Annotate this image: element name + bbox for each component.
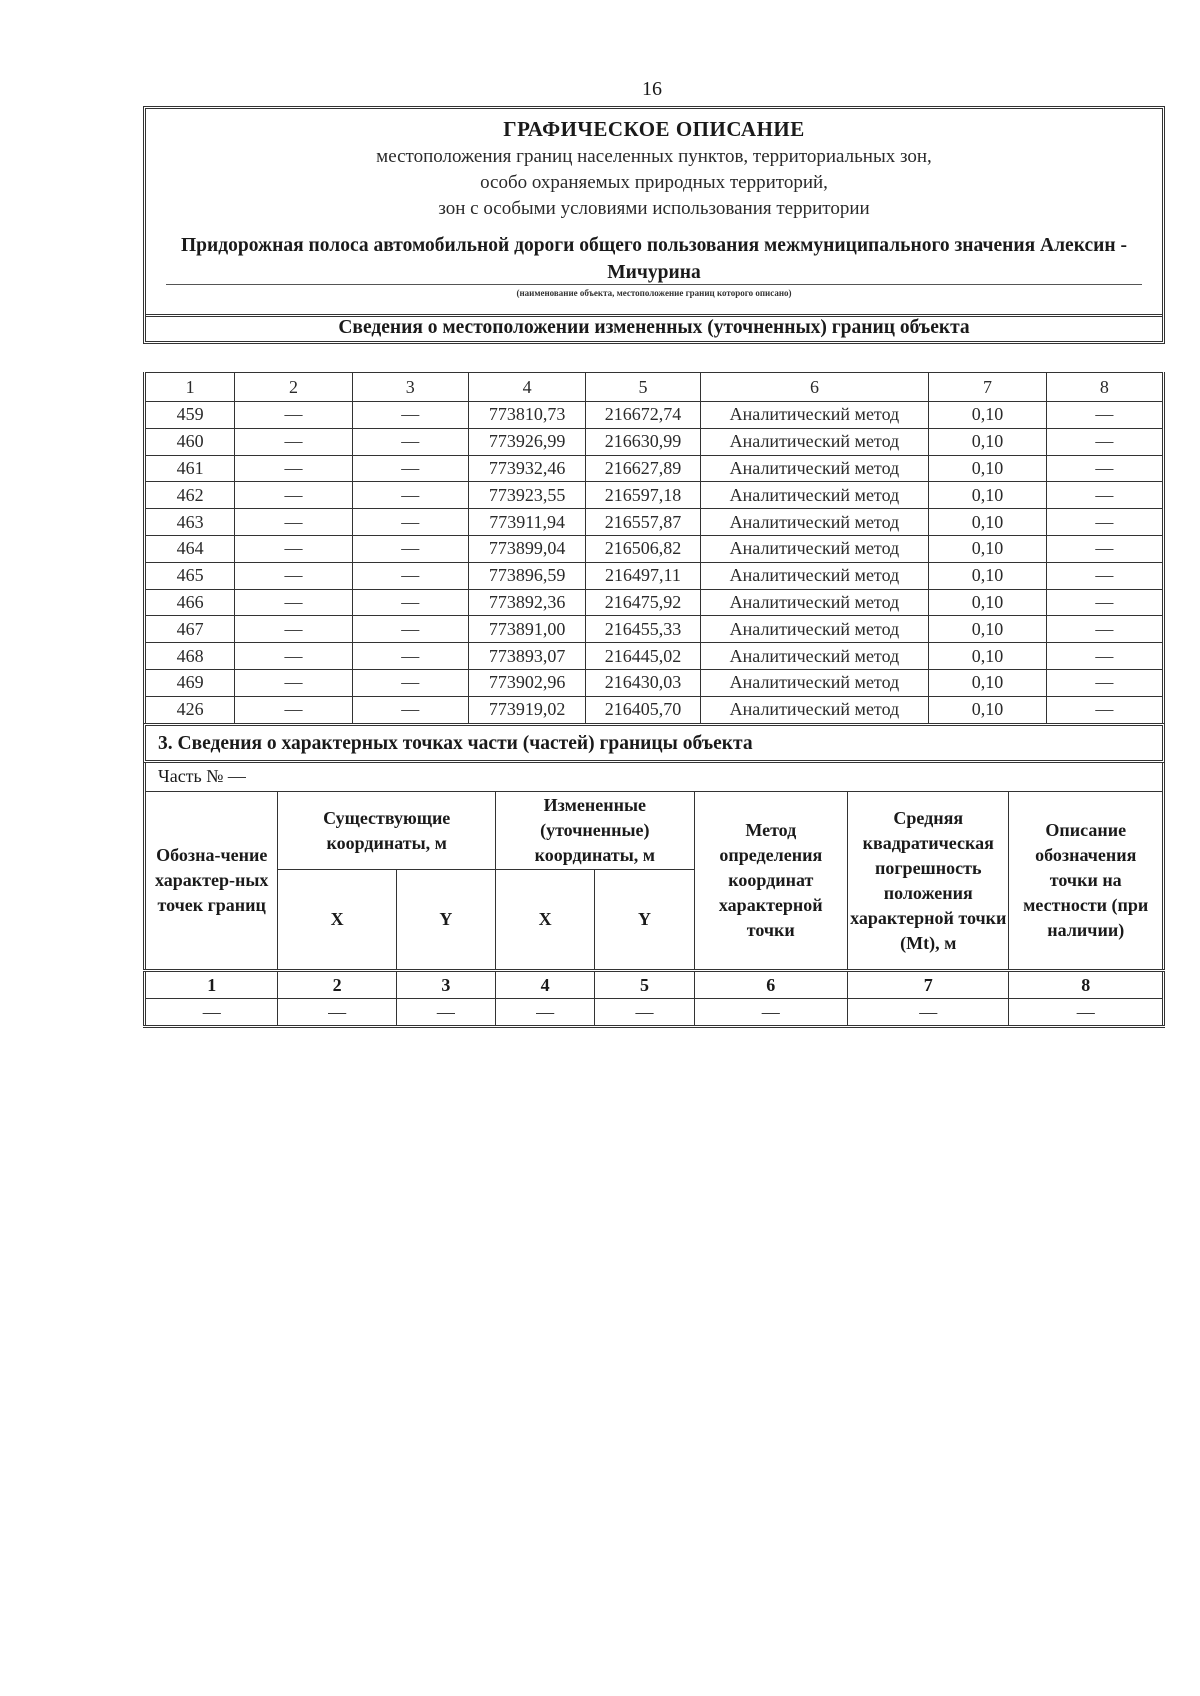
table-cell: Аналитический метод — [700, 562, 929, 589]
table-cell: 216475,92 — [586, 589, 700, 616]
table-cell: 0,10 — [929, 696, 1046, 723]
table-cell: 216557,87 — [586, 509, 700, 536]
table-cell: — — [352, 616, 468, 643]
table-cell: Аналитический метод — [700, 402, 929, 429]
table-cell: 216597,18 — [586, 482, 700, 509]
table-cell: 773896,59 — [468, 562, 585, 589]
table-cell: — — [1046, 562, 1163, 589]
section3-table — [143, 791, 1165, 1028]
table-cell: — — [1046, 535, 1163, 562]
table-cell: 773926,99 — [468, 428, 585, 455]
table-cell: 0,10 — [929, 482, 1046, 509]
table-cell: Аналитический метод — [700, 428, 929, 455]
table-cell: — — [235, 428, 352, 455]
table-cell: 463 — [145, 509, 235, 536]
table-row — [145, 535, 1164, 562]
table-cell: — — [1046, 643, 1163, 670]
table-cell: 466 — [145, 589, 235, 616]
table-cell: Аналитический метод — [700, 455, 929, 482]
table-cell: 216497,11 — [586, 562, 700, 589]
table-cell: 0,10 — [929, 535, 1046, 562]
column-number-row — [145, 971, 1164, 999]
table-cell: — — [235, 643, 352, 670]
header-designation: Обозна-чение характер-ных точек границ — [145, 792, 278, 971]
table-cell: — — [496, 999, 595, 1027]
table-cell: — — [1009, 999, 1164, 1027]
column-number: 8 — [1046, 373, 1163, 402]
table-cell: — — [235, 402, 352, 429]
table-cell: — — [1046, 696, 1163, 723]
table-cell: 0,10 — [929, 509, 1046, 536]
table-cell: 0,10 — [929, 589, 1046, 616]
table-cell: — — [1046, 402, 1163, 429]
table-cell: 773810,73 — [468, 402, 585, 429]
table-cell: 465 — [145, 562, 235, 589]
table-cell: 773892,36 — [468, 589, 585, 616]
table-cell: — — [235, 455, 352, 482]
table-cell: 0,10 — [929, 643, 1046, 670]
table-cell: — — [278, 999, 396, 1027]
table-cell: Аналитический метод — [700, 509, 929, 536]
table-cell: 773899,04 — [468, 535, 585, 562]
table-row — [145, 482, 1164, 509]
table-row — [145, 562, 1164, 589]
table-cell: — — [352, 402, 468, 429]
table-row — [145, 669, 1164, 696]
table-cell: — — [352, 428, 468, 455]
table-cell: — — [235, 535, 352, 562]
column-number: 3 — [396, 971, 495, 999]
header-rmse: Средняя квадратическая погрешность положения характерной точки (Mt), м — [848, 792, 1009, 971]
table-cell: 0,10 — [929, 402, 1046, 429]
table-cell: 216672,74 — [586, 402, 700, 429]
table-cell: 773932,46 — [468, 455, 585, 482]
part-label: Часть № — — [158, 766, 246, 786]
table-cell: — — [1046, 509, 1163, 536]
column-number: 1 — [145, 373, 235, 402]
table-cell: 0,10 — [929, 428, 1046, 455]
table-cell: — — [352, 562, 468, 589]
table-cell: 216506,82 — [586, 535, 700, 562]
table-row — [145, 455, 1164, 482]
column-number: 7 — [929, 373, 1046, 402]
table-cell: Аналитический метод — [700, 482, 929, 509]
table-header-row — [145, 373, 1164, 402]
coordinates-table — [143, 372, 1165, 724]
table-cell: 216430,03 — [586, 669, 700, 696]
column-number: 3 — [352, 373, 468, 402]
table-cell: Аналитический метод — [700, 643, 929, 670]
column-number: 8 — [1009, 971, 1164, 999]
table-cell: — — [352, 669, 468, 696]
table-cell: — — [595, 999, 694, 1027]
column-number: 6 — [700, 373, 929, 402]
table-cell: 468 — [145, 643, 235, 670]
table-cell: 0,10 — [929, 455, 1046, 482]
table-cell: — — [235, 696, 352, 723]
table-cell: — — [352, 589, 468, 616]
table-cell: — — [396, 999, 495, 1027]
document-title: ГРАФИЧЕСКОЕ ОПИСАНИЕ — [503, 117, 805, 141]
table-row — [145, 402, 1164, 429]
table-cell: 216630,99 — [586, 428, 700, 455]
table-cell: — — [235, 562, 352, 589]
table-cell: — — [352, 643, 468, 670]
column-number: 4 — [468, 373, 585, 402]
header-method: Метод определения координат характерной точки — [694, 792, 847, 971]
table-cell: — — [848, 999, 1009, 1027]
table-cell: — — [235, 669, 352, 696]
table-cell: 460 — [145, 428, 235, 455]
table-cell: 216445,02 — [586, 643, 700, 670]
table-cell: Аналитический метод — [700, 696, 929, 723]
header-changed-x: X — [496, 870, 595, 971]
table-cell: — — [1046, 482, 1163, 509]
table-cell: — — [1046, 616, 1163, 643]
column-number: 1 — [145, 971, 278, 999]
column-number: 4 — [496, 971, 595, 999]
table-cell: 0,10 — [929, 616, 1046, 643]
table-cell: 467 — [145, 616, 235, 643]
header-changed-coords: Измененные (уточненные) координаты, м — [496, 792, 695, 870]
section3-title-box — [143, 723, 1165, 763]
column-number: 2 — [278, 971, 396, 999]
subtitle-line: зон с особыми условиями использования территории — [438, 198, 870, 219]
header-description: Описание обозначения точки на местности (при наличии) — [1009, 792, 1164, 971]
table-row — [145, 589, 1164, 616]
header-existing-x: X — [278, 870, 396, 971]
table-cell: 773911,94 — [468, 509, 585, 536]
table-row — [145, 509, 1164, 536]
table-cell: — — [352, 455, 468, 482]
table-row — [145, 616, 1164, 643]
table-cell: Аналитический метод — [700, 589, 929, 616]
table-row — [145, 428, 1164, 455]
table-row — [145, 643, 1164, 670]
table-cell: — — [694, 999, 847, 1027]
table-cell: 0,10 — [929, 669, 1046, 696]
table-cell: 464 — [145, 535, 235, 562]
table-cell: — — [1046, 428, 1163, 455]
table-cell: 773893,07 — [468, 643, 585, 670]
table-cell: — — [352, 482, 468, 509]
table-cell: — — [352, 509, 468, 536]
column-number: 6 — [694, 971, 847, 999]
subtitle-line: местоположения границ населенных пунктов, территориальных зон, — [376, 146, 932, 167]
table-cell: 426 — [145, 696, 235, 723]
table-cell: — — [145, 999, 278, 1027]
table-cell: — — [1046, 589, 1163, 616]
table-cell: 773902,96 — [468, 669, 585, 696]
table-cell: — — [235, 589, 352, 616]
table-cell: 462 — [145, 482, 235, 509]
table-cell: — — [235, 482, 352, 509]
section3-title: 3. Сведения о характерных точках части (частей) границы объекта — [158, 733, 753, 754]
column-number: 7 — [848, 971, 1009, 999]
object-caption: (наименование объекта, местоположение границ которого описано) — [516, 288, 792, 298]
column-number: 5 — [586, 373, 700, 402]
table-cell: — — [1046, 455, 1163, 482]
header-existing-y: Y — [396, 870, 495, 971]
header-changed-y: Y — [595, 870, 694, 971]
table-cell: 469 — [145, 669, 235, 696]
table-cell: 216455,33 — [586, 616, 700, 643]
page-number: 16 — [642, 78, 662, 100]
table-row — [145, 696, 1164, 723]
table-cell: Аналитический метод — [700, 669, 929, 696]
part-row — [143, 763, 1165, 791]
table-cell: Аналитический метод — [700, 535, 929, 562]
table-cell: 773919,02 — [468, 696, 585, 723]
table-cell: 773891,00 — [468, 616, 585, 643]
object-underline — [166, 284, 1142, 285]
section-title: Сведения о местоположении измененных (уточненных) границ объекта — [338, 317, 970, 338]
object-name: Придорожная полоса автомобильной дороги общего пользования межмуниципального значения Алексин - Мичурина — [181, 235, 1127, 283]
header-existing-coords: Существующие координаты, м — [278, 792, 496, 870]
table-cell: 216627,89 — [586, 455, 700, 482]
table-cell: 461 — [145, 455, 235, 482]
column-number: 2 — [235, 373, 352, 402]
table-cell: — — [235, 509, 352, 536]
table-cell: 216405,70 — [586, 696, 700, 723]
table-cell: 773923,55 — [468, 482, 585, 509]
column-number: 5 — [595, 971, 694, 999]
table-row — [145, 999, 1164, 1027]
table-cell: — — [352, 535, 468, 562]
table-cell: 459 — [145, 402, 235, 429]
table-cell: Аналитический метод — [700, 616, 929, 643]
header-block — [143, 106, 1165, 344]
table-cell: — — [1046, 669, 1163, 696]
subtitle-line: особо охраняемых природных территорий, — [480, 172, 828, 193]
table-cell: 0,10 — [929, 562, 1046, 589]
table-cell: — — [352, 696, 468, 723]
table-cell: — — [235, 616, 352, 643]
